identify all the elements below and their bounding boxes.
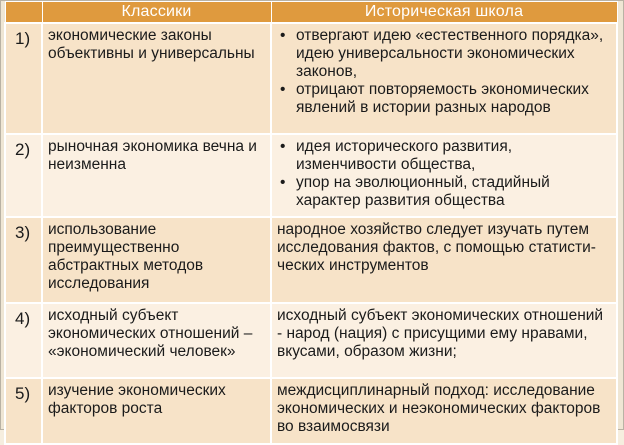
table-row xyxy=(5,23,617,134)
row-number: 2) xyxy=(5,134,42,217)
row-number: 4) xyxy=(5,303,42,378)
table-row xyxy=(5,217,617,303)
row-number: 3) xyxy=(5,217,42,303)
row-number: 1) xyxy=(5,23,42,134)
bullet-list xyxy=(277,27,612,117)
comparison-table xyxy=(4,1,618,445)
table-row xyxy=(5,134,617,217)
header-historical-school: Историческая школа xyxy=(271,2,617,24)
table-row xyxy=(5,378,617,444)
bullet-list xyxy=(277,138,612,210)
header-classics: Классики xyxy=(42,2,271,24)
row-number: 5) xyxy=(5,378,42,444)
header-row xyxy=(5,2,617,24)
historical-cell xyxy=(271,134,617,217)
list-item: • упор на эволюционный, стадийный характер развития общества xyxy=(277,174,612,210)
list-item: • отвергают идею «естественного порядка», идею универсальности экономических законов, xyxy=(277,27,612,81)
classics-cell: исходный субъект экономических отношений – «экономический человек» xyxy=(42,303,271,378)
classics-cell: изучение экономических факторов роста xyxy=(42,378,271,444)
header-num-cell xyxy=(5,2,42,24)
classics-cell: рыночная экономика вечна и неизменна xyxy=(42,134,271,217)
table-row xyxy=(5,303,617,378)
list-item: • отрицают повторяемость экономических явлений в истории разных народов xyxy=(277,81,612,117)
historical-cell xyxy=(271,23,617,134)
historical-cell: исходный субъект экономических отношений - народ (нация) с присущими ему нравами, вкусами, образом жизни; xyxy=(271,303,617,378)
list-item: • идея исторического развития, изменчивости общества, xyxy=(277,138,612,174)
historical-cell: междисциплинарный подход: исследование экономических и неэкономических факторов во взаимосвязи xyxy=(271,378,617,444)
historical-cell: народное хозяйство следует изучать путем исследования фактов, с помощью статисти-ческих инструментов xyxy=(271,217,617,303)
classics-cell: экономические законы объективны и универсальны xyxy=(42,23,271,134)
classics-cell: использование преимущественно абстрактных методов исследования xyxy=(42,217,271,303)
